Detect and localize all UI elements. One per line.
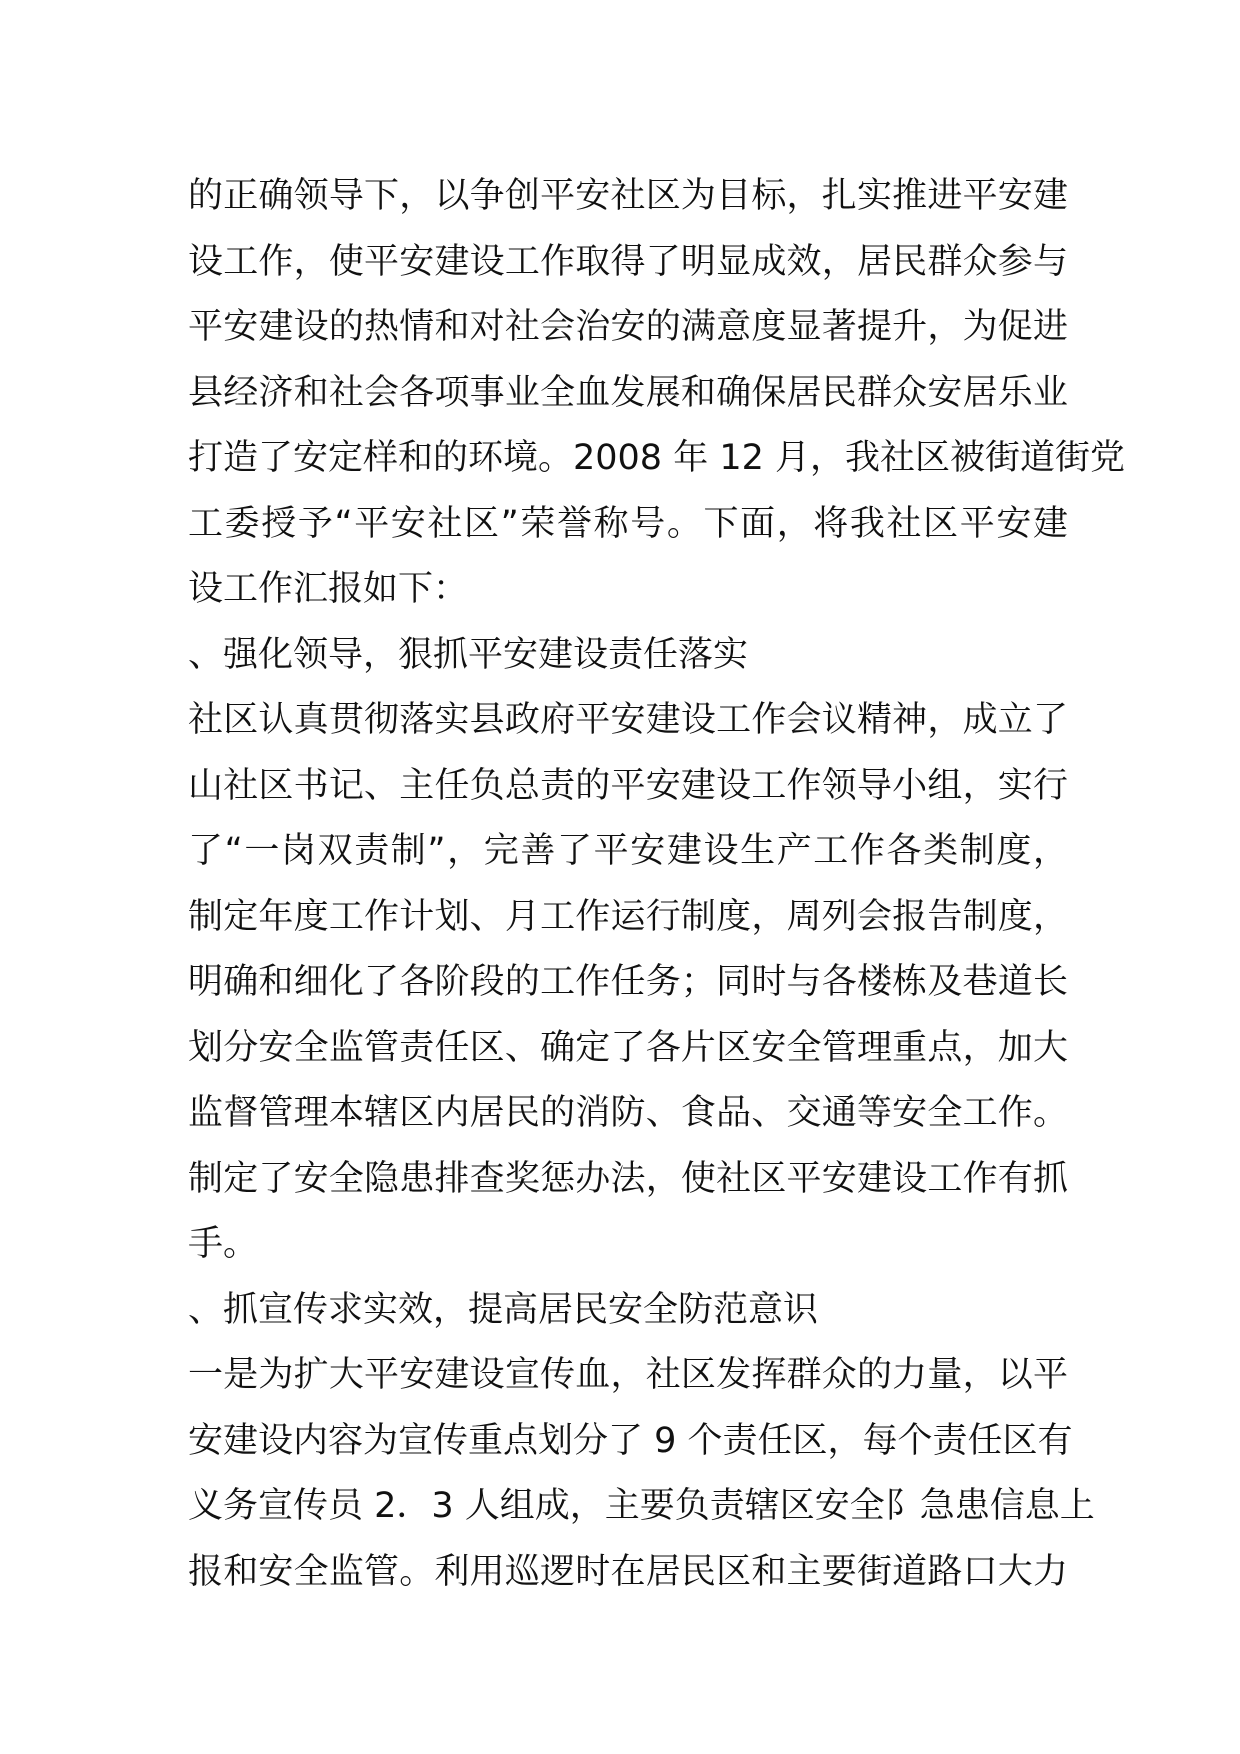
text-line: 明确和细化了各阶段的工作任务；同时与各楼栋及巷道长 [188,962,1068,1002]
text-line: 一是为扩大平安建设宣传血，社区发挥群众的力量，以平 [188,1355,1068,1395]
text-line: 监督管理本辖区内居民的消防、食品、交通等安全工作。 [188,1093,1068,1133]
text-line: 平安建设的热情和对社会治安的满意度显著提升，为促进 [188,307,1068,347]
text-line: 了“一岗双责制”，完善了平安建设生产工作各类制度， [188,831,1068,871]
text-line: 打造了安定样和的环境。2008 年 12 月，我社区被街道街党 [188,438,1125,478]
text-line: 设工作，使平安建设工作取得了明显成效，居民群众参与 [188,241,1068,282]
text-line: 社区认真贯彻落实县政府平安建设工作会议精神，成立了 [188,700,1068,740]
section-heading: 、强化领导，狠抓平安建设责任落实 [188,634,749,675]
text-line: 工委授予“平安社区”荣誉称号。下面，将我社区平安建 [188,503,1068,544]
text-line: 县经济和社会各项事业全血发展和确保居民群众安居乐业 [188,372,1068,413]
section-heading: 、抓宣传求实效，提高居民安全防范意识 [188,1289,819,1330]
text-line: 制定了安全隐患排查奖惩办法，使社区平安建设工作有抓 [188,1158,1068,1199]
text-line: 划分安全监管责任区、确定了各片区安全管理重点，加大 [188,1027,1068,1068]
text-line: 制定年度工作计划、月工作运行制度，周列会报告制度， [188,896,1068,937]
text-line: 山社区书记、主任负总责的平安建设工作领导小组，实行 [188,765,1068,806]
text-line: 的正确领导下，以争创平安社区为目标，扎实推进平安建 [188,176,1068,216]
text-line: 设工作汇报如下： [188,569,469,609]
document-body [188,164,1125,1605]
text-line: 报和安全监管。利用巡逻时在居民区和主要街道路口大力 [188,1551,1068,1592]
text-line: 安建设内容为宣传重点划分了 9 个责任区，每个责任区有 [188,1420,1073,1461]
text-line: 义务宣传员 2．3 人组成，主要负责辖区安全阝急患信息上 [188,1486,1095,1526]
text-line: 手。 [188,1224,259,1264]
